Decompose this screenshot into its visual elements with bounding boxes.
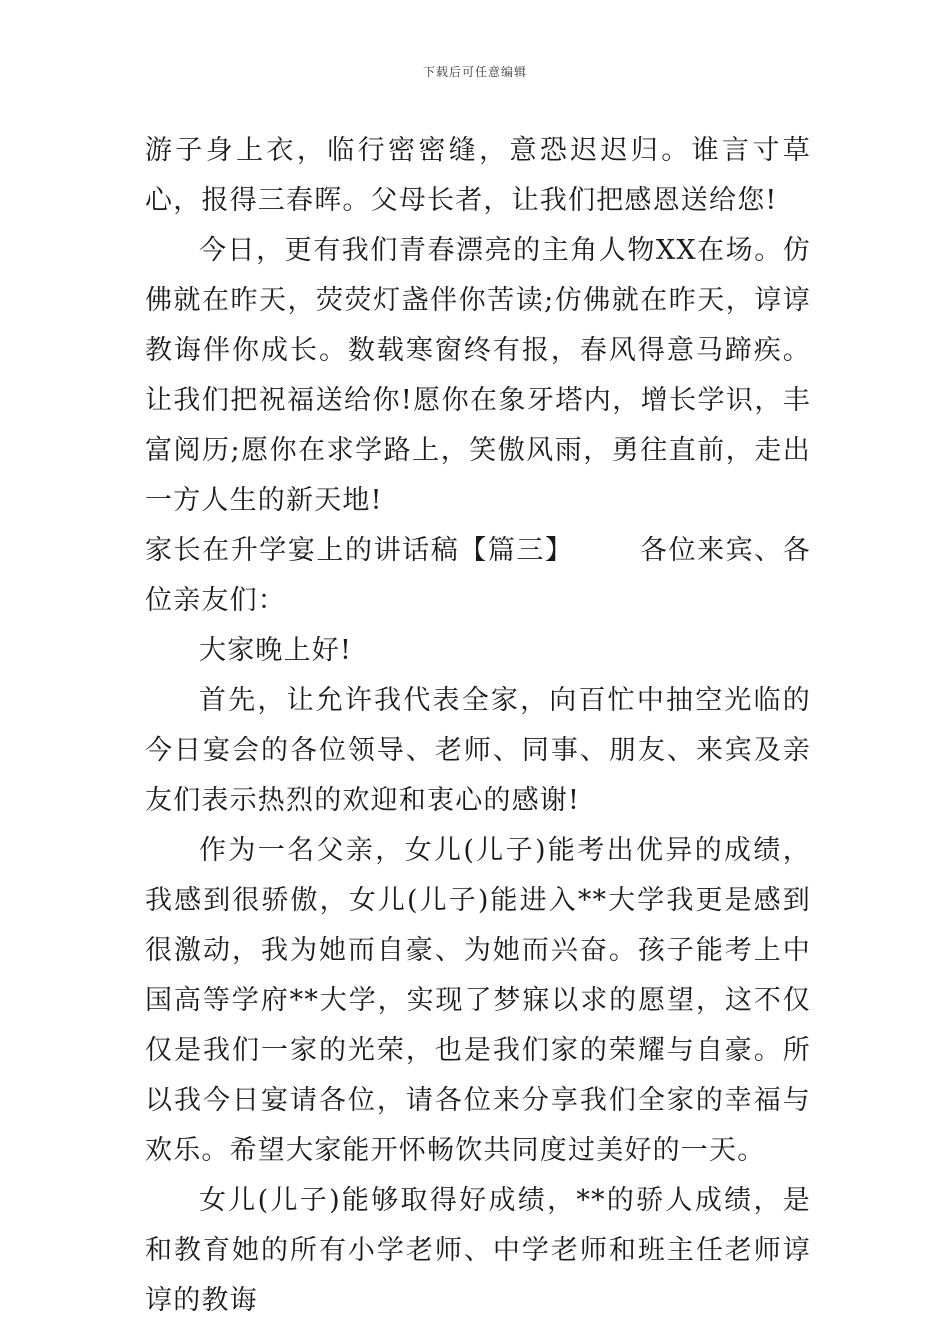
salutation: 各位来宾、各位亲友们：: [145, 535, 812, 616]
paragraph-teachers: 女儿(儿子)能够取得好成绩，**的骄人成绩，是和教育她的所有小学老师、中学老师和班主任老师谆谆的教诲: [145, 1185, 811, 1316]
paragraph-greeting: 大家晚上好!: [199, 635, 353, 666]
paragraph-protagonist: 今日，更有我们青春漂亮的主角人物XX在场。仿佛就在昨天，荧荧灯盏伴你苦读;仿佛就在昨天，谆谆教诲伴你成长。数载寒窗终有报，春风得意马蹄疾。让我们把祝福送给你!愿你在象牙塔内，增长学识，丰富阅历;愿你在求学路上，笑傲风雨，勇往直前，走出一方人生的新天地!: [145, 235, 811, 516]
section-heading: [145, 526, 811, 626]
page-header: 下载后可任意编辑: [422, 65, 527, 79]
paragraph-poem: 游子身上衣，临行密密缝，意恐迟迟归。谁言寸草心，报得三春晖。父母长者，让我们把感恩送给您!: [145, 135, 811, 216]
document-body: [145, 126, 811, 1326]
paragraph-father: 作为一名父亲，女儿(儿子)能考出优异的成绩，我感到很骄傲，女儿(儿子)能进入**大学我更是感到很激动，我为她而自豪、为她而兴奋。孩子能考上中国高等学府**大学，实现了梦寐以求的愿望，这不仅仅是我们一家的光荣，也是我们家的荣耀与自豪。所以我今日宴请各位，请各位来分享我们全家的幸福与欢乐。希望大家能开怀畅饮共同度过美好的一天。: [145, 835, 811, 1166]
paragraph-welcome: 首先，让允许我代表全家，向百忙中抽空光临的今日宴会的各位领导、老师、同事、朋友、来宾及亲友们表示热烈的欢迎和衷心的感谢!: [145, 685, 811, 816]
section-title: 家长在升学宴上的讲话稿【篇三】: [145, 535, 574, 566]
